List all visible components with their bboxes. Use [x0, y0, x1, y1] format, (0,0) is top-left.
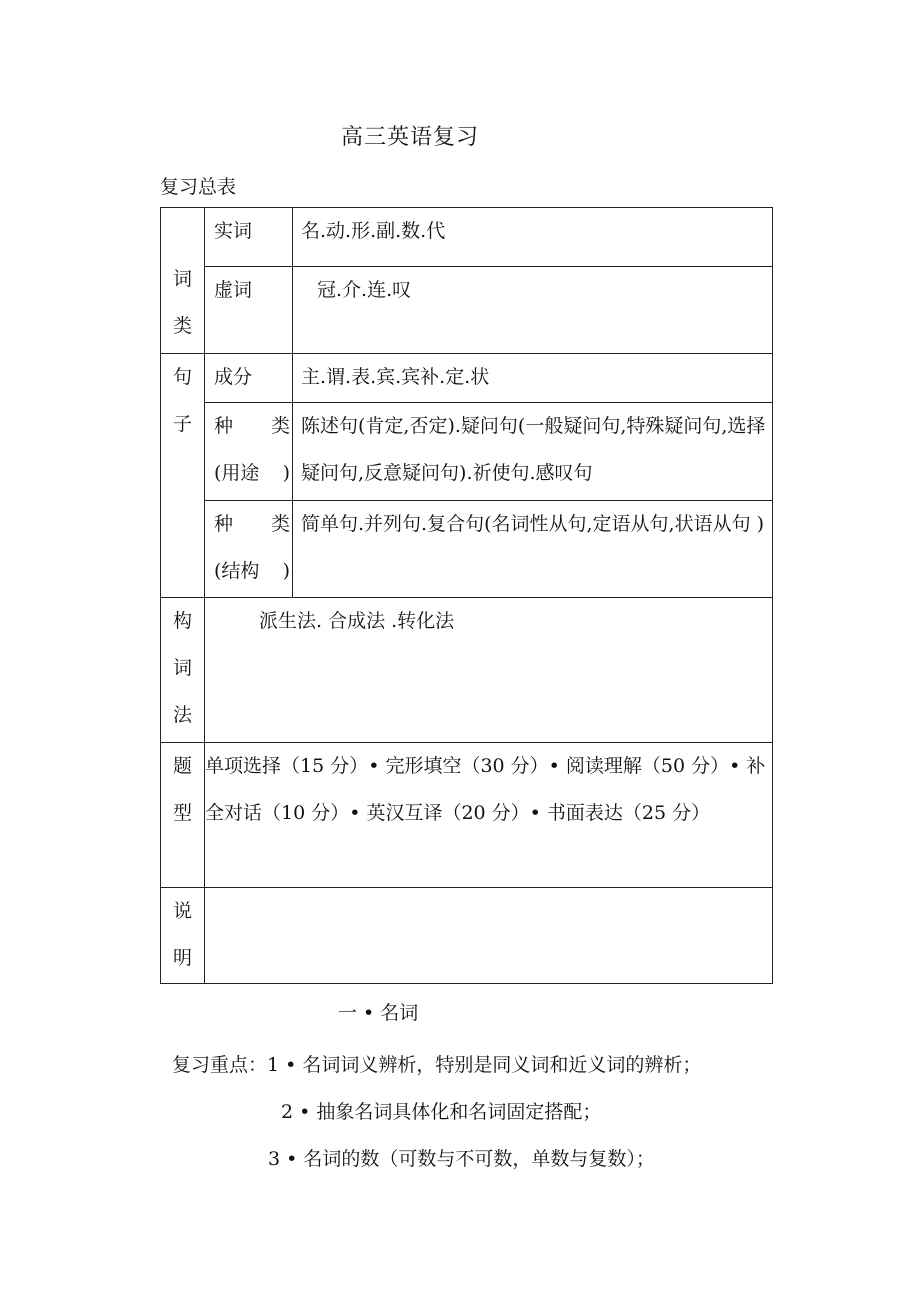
- table-row: [161, 501, 773, 598]
- row-header-char: 说: [172, 900, 192, 922]
- row-header-char: 类: [172, 315, 192, 337]
- row-header-char: 明: [172, 947, 192, 969]
- review-point: 2 • 抽象名词具体化和名词固定搭配；: [281, 1101, 602, 1123]
- row-header-notes: [161, 888, 205, 984]
- label-char: (结构: [214, 560, 260, 582]
- review-point: 复习重点：1 • 名词词义辨析，特别是同义词和近义词的辨析；: [172, 1054, 702, 1076]
- label-content-words: 实词: [205, 208, 293, 267]
- value-question-types: 单项选择（15 分）• 完形填空（30 分）• 阅读理解（50 分）• 补全对话（10 分）• 英汉互译（20 分）• 书面表达（25 分）: [205, 743, 773, 888]
- row-header-char: 型: [172, 802, 192, 824]
- row-header-char: 子: [172, 413, 192, 435]
- table-row: [161, 267, 773, 354]
- label-function-words: 虚词: [205, 267, 293, 354]
- label-char: (用途: [214, 462, 260, 484]
- label-char: 种: [214, 415, 234, 437]
- label-char: ): [282, 560, 290, 582]
- value-function-words: 冠.介.连.叹: [317, 279, 412, 301]
- table-caption: 复习总表: [160, 176, 237, 198]
- value-word-formation: 派生法. 合成法 .转化法: [259, 610, 455, 632]
- row-header-char: 句: [172, 366, 192, 388]
- value-notes: [205, 888, 773, 984]
- table-row: [161, 354, 773, 403]
- value-content-words: 名.动.形.副.数.代: [293, 208, 773, 267]
- value-function-words-cell: [293, 267, 773, 354]
- row-header-char: 法: [172, 704, 192, 726]
- word-formation-cell: [205, 598, 773, 743]
- label-type-by-use: [205, 403, 293, 501]
- document-title: 高三英语复习: [340, 125, 479, 150]
- row-header-char: 词: [172, 657, 192, 679]
- value-components: 主.谓.表.宾.宾补.定.状: [293, 354, 773, 403]
- table-row: [161, 598, 773, 743]
- row-header-word-class: [161, 208, 205, 354]
- row-header-char: 词: [172, 268, 192, 290]
- label-type-by-structure: [205, 501, 293, 598]
- table-row: [161, 208, 773, 267]
- row-header-sentence: [161, 354, 205, 598]
- row-header-char: 构: [172, 610, 192, 632]
- label-char: 类: [270, 513, 290, 535]
- value-type-by-use: 陈述句(肯定,否定).疑问句(一般疑问句,特殊疑问句,选择疑问句,反意疑问句).祈使句.感叹句: [293, 403, 773, 501]
- table-row: [161, 888, 773, 984]
- label-char: 类: [270, 415, 290, 437]
- row-header-question-types: [161, 743, 205, 888]
- row-header-char: 题: [172, 755, 192, 777]
- label-components: 成分: [205, 354, 293, 403]
- row-header-word-formation: [161, 598, 205, 743]
- table-row: [161, 743, 773, 888]
- section-heading: 一 • 名词: [338, 1002, 419, 1024]
- value-type-by-structure: 简单句.并列句.复合句(名词性从句,定语从句,状语从句 ): [293, 501, 773, 598]
- table-row: [161, 403, 773, 501]
- label-char: 种: [214, 513, 234, 535]
- review-point: 3 • 名词的数（可数与不可数，单数与复数）；: [268, 1148, 655, 1170]
- label-char: ): [282, 462, 290, 484]
- review-summary-table: [160, 207, 773, 984]
